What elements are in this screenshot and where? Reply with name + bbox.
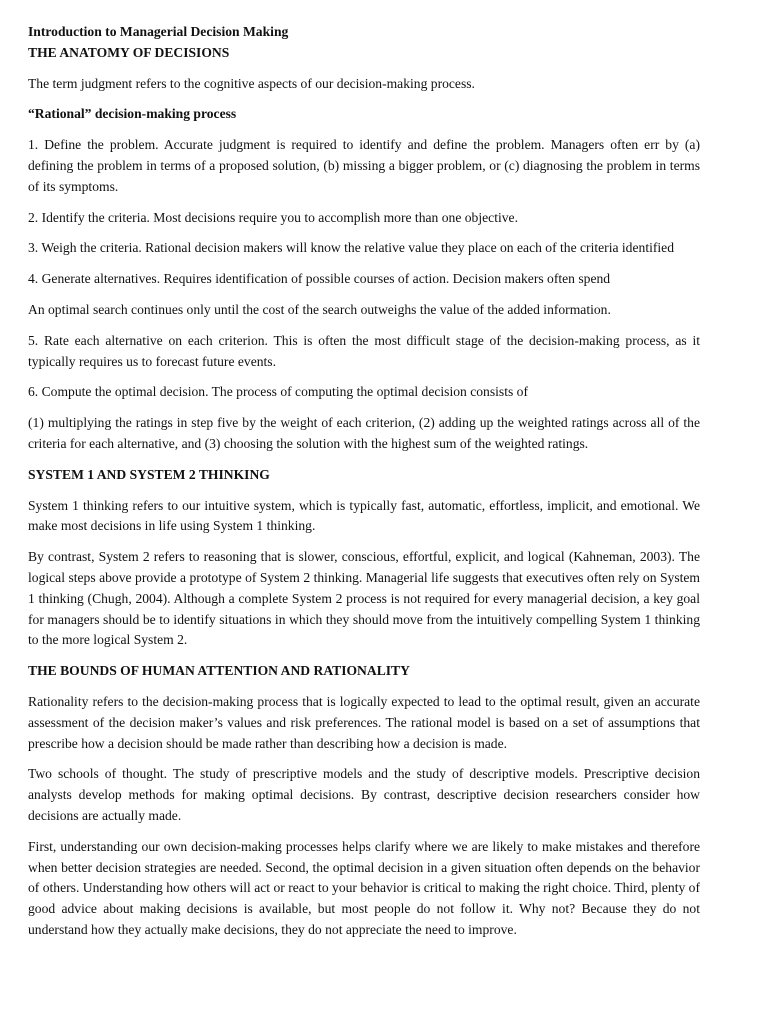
step-2-paragraph: 2. Identify the criteria. Most decisions require you to accomplish more than one objective. bbox=[28, 209, 518, 225]
step-6-detail-paragraph: (1) multiplying the ratings in step five by the weight of each criterion, (2) adding up the weighted ratings across all of the criteria for each alternative, and (3) choosing the solution with the highest sum of the weighted ratings. bbox=[28, 415, 700, 451]
step-6-paragraph: 6. Compute the optimal decision. The process of computing the optimal decision consists of bbox=[28, 384, 528, 400]
bounds-heading: THE BOUNDS OF HUMAN ATTENTION AND RATIONALITY bbox=[28, 663, 410, 679]
system-2-paragraph: By contrast, System 2 refers to reasoning that is slower, conscious, effortful, explicit, and logical (Kahneman, 2003). The logical steps above provide a prototype of System 2 thinking. Managerial life suggests that executives often rely on System 1 thinking (Chugh, 2004). Although a complete System 2 process is not required for every managerial decision, a key goal for managers should be to identify situations in which they should move from the intuitively compelling System 1 thinking to the more logical System 2. bbox=[28, 549, 700, 648]
optimal-search-paragraph: An optimal search continues only until the cost of the search outweighs the value of the added information. bbox=[28, 301, 611, 317]
reasons-paragraph: First, understanding our own decision-making processes helps clarify where we are likely to make mistakes and therefore when better decision strategies are needed. Second, the optimal decision in a given situation often depends on the behavior of others. Understanding how others will act or react to your behavior is critical to making the right choice. Third, plenty of good advice about making decisions is available, but most people do not follow it. Why not? Because they do not understand how they actually make decisions, they do not appreciate the need to improve. bbox=[28, 838, 700, 937]
step-3-paragraph: 3. Weigh the criteria. Rational decision makers will know the relative value they place on each of the criteria identified bbox=[28, 240, 675, 256]
document-page bbox=[28, 22, 700, 951]
rationality-paragraph: Rationality refers to the decision-making process that is logically expected to lead to the optimal result, given an accurate assessment of the decision maker’s values and risk preferences. The rational model is based on a set of assumptions that prescribe how a decision should be made rather than describing how a decision is made. bbox=[28, 693, 700, 751]
rational-process-heading: “Rational” decision-making process bbox=[28, 106, 237, 122]
system-1-paragraph: System 1 thinking refers to our intuitive system, which is typically fast, automatic, effortless, implicit, and emotional. We make most decisions in life using System 1 thinking. bbox=[28, 497, 700, 534]
step-5-paragraph: 5. Rate each alternative on each criterion. This is often the most difficult stage of the decision-making process, as it typically requires us to forecast future events. bbox=[28, 332, 700, 369]
step-1-paragraph: 1. Define the problem. Accurate judgment is required to identify and define the problem. Managers often err by (a) defining the problem in terms of a proposed solution, (b) missing a bigger problem, or (c) diagnosing the problem in terms of its symptoms. bbox=[28, 137, 700, 194]
course-title: Introduction to Managerial Decision Making bbox=[28, 24, 289, 39]
judgment-paragraph: The term judgment refers to the cognitive aspects of our decision-making process. bbox=[28, 75, 475, 91]
main-heading: THE ANATOMY OF DECISIONS bbox=[28, 44, 230, 60]
step-4-paragraph: 4. Generate alternatives. Requires identification of possible courses of action. Decision makers often spend bbox=[28, 271, 611, 287]
system-thinking-heading: SYSTEM 1 AND SYSTEM 2 THINKING bbox=[28, 466, 270, 482]
two-schools-paragraph: Two schools of thought. The study of prescriptive models and the study of descriptive models. Prescriptive decision analysts develop methods for making optimal decisions. By contrast, descriptive decision researchers consider how decisions are actually made. bbox=[28, 766, 700, 823]
